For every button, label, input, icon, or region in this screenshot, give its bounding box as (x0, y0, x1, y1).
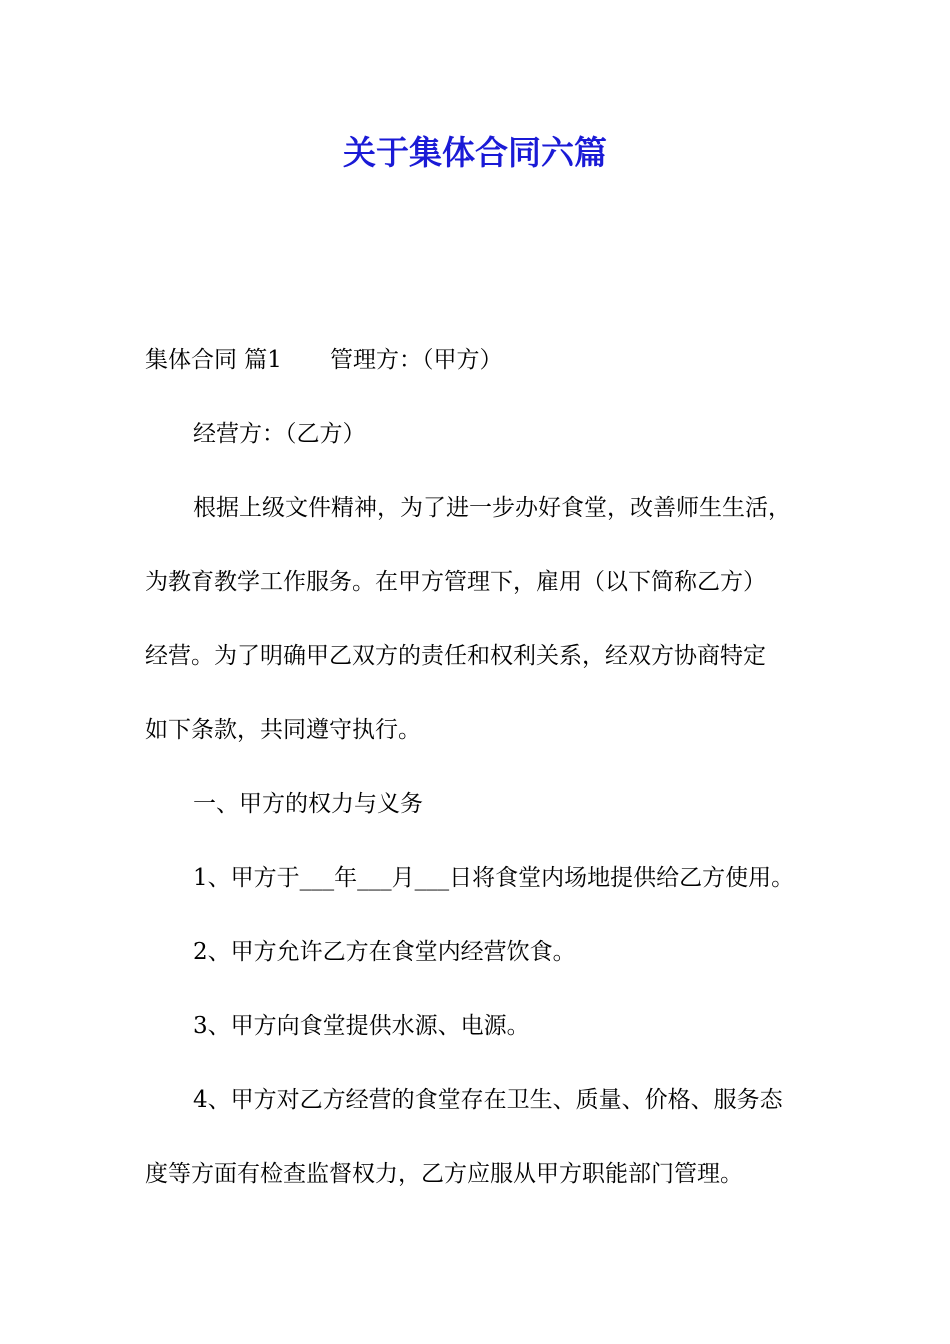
paragraph-line: 如下条款，共同遵守执行。 (145, 717, 421, 743)
operator-party: 经营方：（乙方） (193, 421, 366, 447)
clause-item: 2、甲方允许乙方在食堂内经营饮食。 (193, 939, 576, 965)
manager-party: 管理方：（甲方） (329, 347, 503, 373)
clause-item: 3、甲方向食堂提供水源、电源。 (193, 1013, 530, 1039)
section-heading: 集体合同 篇1 (145, 347, 282, 373)
header-line (145, 338, 825, 412)
paragraph-line: 经营。为了明确甲乙双方的责任和权利关系，经双方协商特定 (145, 643, 766, 669)
document-body (145, 338, 825, 1226)
document-title: 关于集体合同六篇 (343, 133, 607, 172)
clause-item: 4、甲方对乙方经营的食堂存在卫生、质量、价格、服务态 (193, 1087, 783, 1113)
clause-item: 1、甲方于___年___月___日将食堂内场地提供给乙方使用。 (193, 865, 795, 891)
paragraph-line: 为教育教学工作服务。在甲方管理下，雇用（以下简称乙方） (145, 569, 766, 595)
section-title: 一、甲方的权力与义务 (193, 791, 423, 817)
clause-item-continuation: 度等方面有检查监督权力，乙方应服从甲方职能部门管理。 (145, 1161, 743, 1187)
paragraph-line: 根据上级文件精神，为了进一步办好食堂，改善师生生活， (193, 495, 791, 521)
